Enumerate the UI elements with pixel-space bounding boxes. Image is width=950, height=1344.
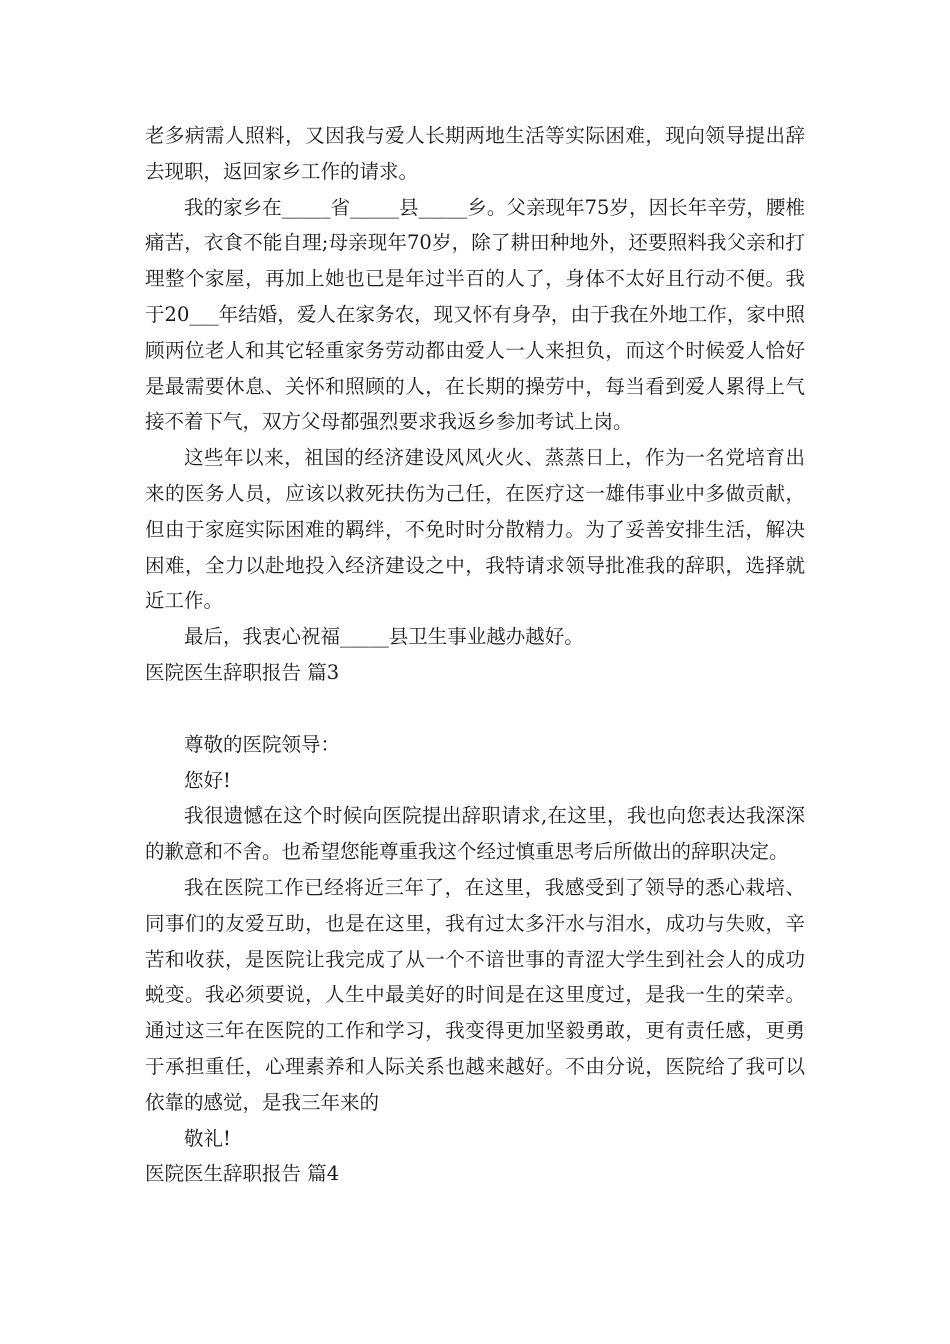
paragraph-continued: 老多病需人照料，又因我与爱人长期两地生活等实际困难，现向领导提出辞去现职，返回家乡工作的请求。	[145, 124, 805, 183]
paragraph-hometown: 我的家乡在_____省_____县_____乡。父亲现年75岁，因长年辛劳，腰椎痛苦，衣食不能自理;母亲现年70岁，除了耕田种地外，还要照料我父亲和打理整个家屋，再加上她也已是年过半百的人了，身体不太好且行动不便。我于20___年结婚，爱人在家务农，现又怀有身孕，由于我在外地工作，家中照顾两位老人和其它轻重家务劳动都由爱人一人来担负，而这个时候爱人恰好是最需要休息、关怀和照顾的人，在长期的操劳中，每当看到爱人累得上气接不着下气，双方父母都强烈要求我返乡参加考试上岗。	[145, 195, 805, 434]
paragraph-country: 这些年以来，祖国的经济建设风风火火、蒸蒸日上，作为一名党培育出来的医务人员，应该以救死扶伤为己任，在医疗这一雄伟事业中多做贡献，但由于家庭实际困难的羁绊，不免时时分散精力。为了妥善安排生活，解决困难，全力以赴地投入经济建设之中，我特请求领导批准我的辞职，选择就近工作。	[145, 446, 805, 613]
closing: 敬礼!	[184, 1126, 231, 1150]
document-body	[145, 118, 805, 1192]
greeting: 您好!	[184, 768, 231, 792]
paragraph-regret: 我很遗憾在这个时候向医院提出辞职请求,在这里，我也向您表达我深深的歉意和不舍。也希望您能尊重我这个经过慎重思考后所做出的辞职决定。	[145, 804, 805, 864]
blank-line	[145, 691, 805, 727]
section-heading-4: 医院医生辞职报告 篇4	[145, 1162, 340, 1186]
paragraph-three-years: 我在医院工作已经将近三年了，在这里，我感受到了领导的悉心栽培、同事们的友爱互助，也是在这里，我有过太多汗水与泪水，成功与失败，辛苦和收获，是医院让我完成了从一个不谙世事的青涩大学生到社会人的成功蜕变。我必须要说，人生中最美好的时间是在这里度过，是我一生的荣幸。通过这三年在医院的工作和学习，我变得更加坚毅勇敢，更有责任感，更勇于承担重任，心理素养和人际关系也越来越好。不由分说，医院给了我可以依靠的感觉，是我三年来的	[145, 875, 805, 1114]
section-heading-3: 医院医生辞职报告 篇3	[145, 660, 340, 684]
paragraph-final-wish: 最后，我衷心祝福_____县卫生事业越办越好。	[184, 625, 584, 649]
salutation: 尊敬的医院领导：	[184, 732, 341, 756]
